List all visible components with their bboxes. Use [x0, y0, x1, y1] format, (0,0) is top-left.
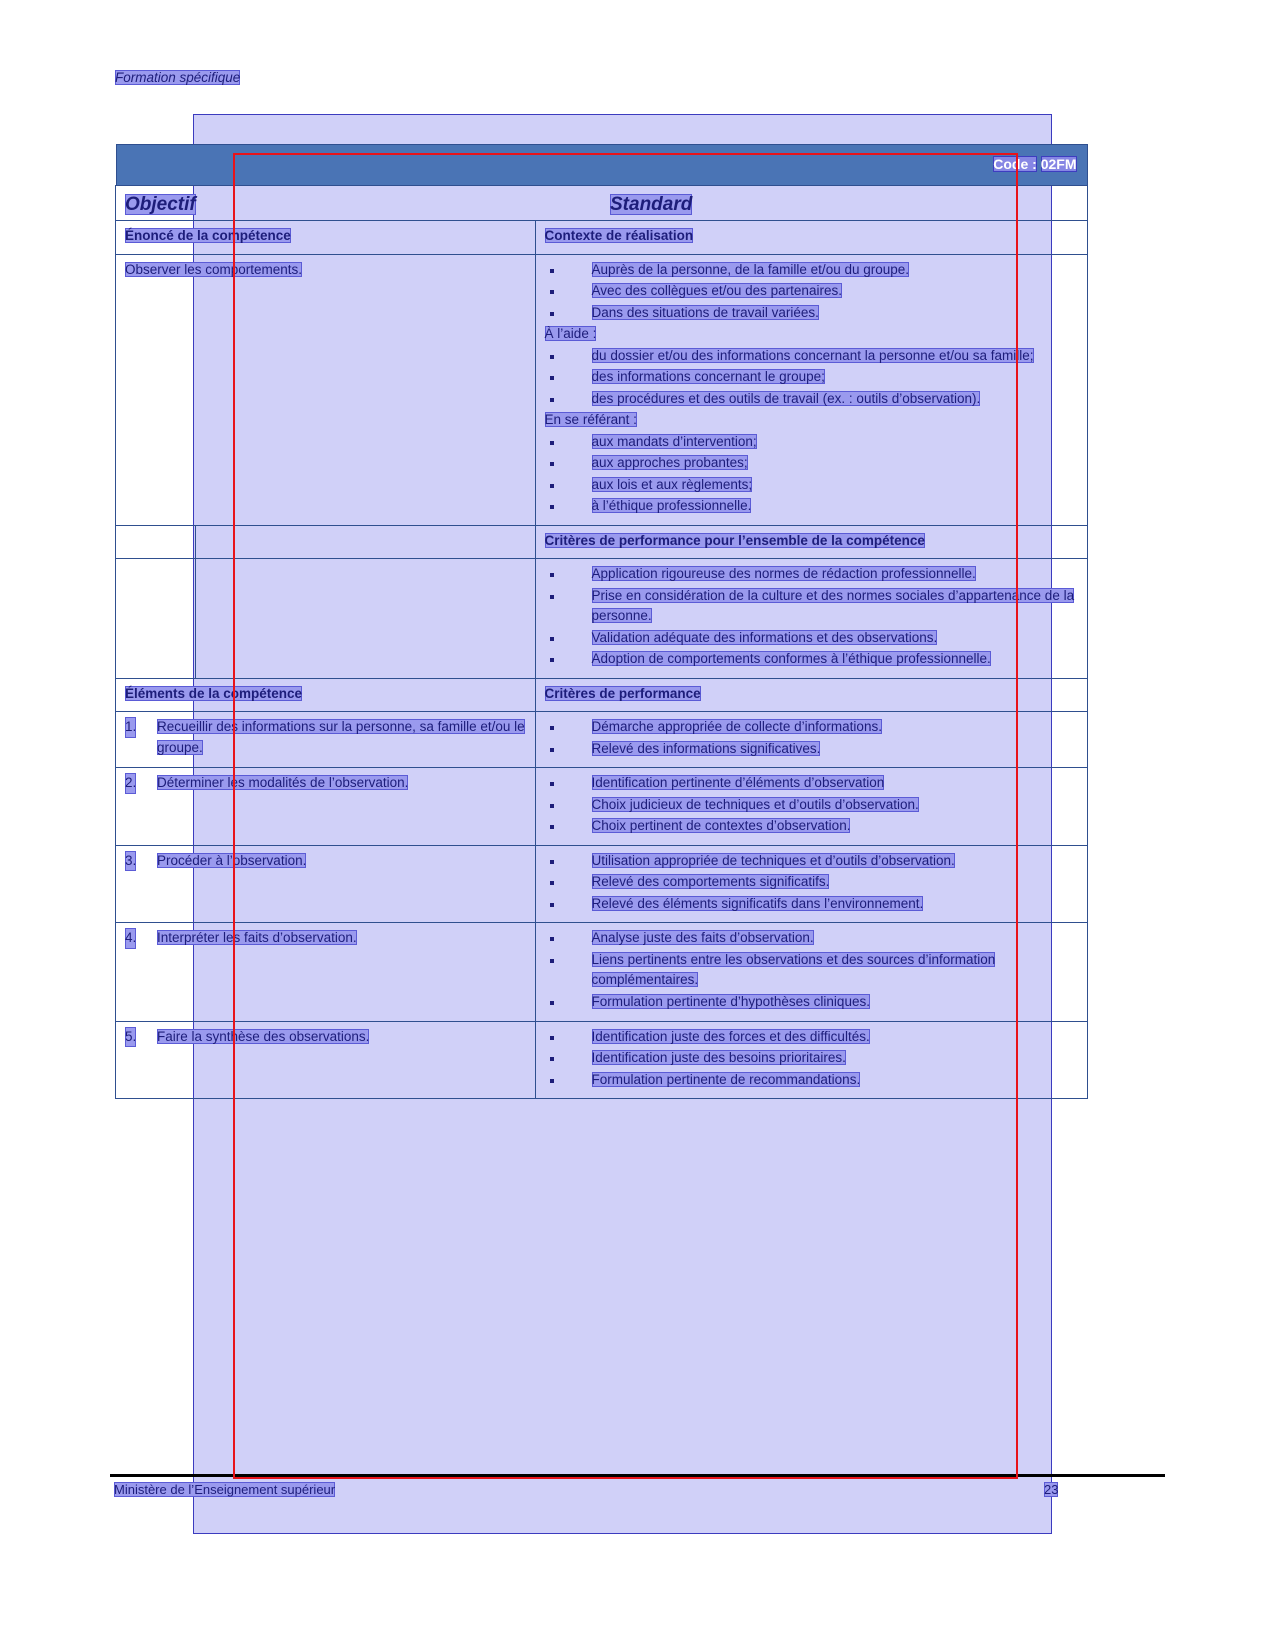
row-number: 1. — [125, 717, 136, 738]
code-bar — [116, 144, 1088, 185]
criteria-cell — [535, 923, 1087, 1021]
enonce-cell — [116, 254, 536, 525]
spacer-cell — [195, 525, 535, 559]
page-number-text: 23 — [1044, 1482, 1059, 1497]
list-item: Identification juste des forces et des difficultés. — [545, 1027, 1080, 1048]
code-display — [993, 154, 1076, 175]
enonce-heading-cell — [116, 221, 536, 255]
list-item: Formulation pertinente de recommandations. — [545, 1070, 1080, 1091]
headings-row — [116, 221, 1088, 255]
competency-table — [115, 144, 1088, 1099]
criteria-cell — [535, 845, 1087, 923]
criteria-list — [545, 717, 1080, 759]
list-item — [125, 717, 528, 758]
footer-page-number — [1044, 1482, 1058, 1497]
list-item: Formulation pertinente d’hypothèses cliniques. — [545, 992, 1080, 1013]
standard-title — [610, 191, 692, 220]
list-item: Liens pertinents entre les observations et des sources d’information complémentaires. — [545, 950, 1080, 991]
contexte-list — [545, 260, 1080, 324]
elements-headings-row — [116, 678, 1088, 712]
row-number: 2. — [125, 773, 136, 794]
criteria-list — [545, 1027, 1080, 1091]
criteres-ensemble-heading-cell — [535, 525, 1087, 559]
row-number: 5. — [125, 1027, 136, 1048]
list-item — [125, 1027, 528, 1048]
list-item: Adoption de comportements conformes à l’éthique professionnelle. — [545, 649, 1080, 670]
footer-divider — [110, 1474, 1165, 1477]
contexte-cell — [535, 254, 1087, 525]
list-item: Auprès de la personne, de la famille et/ou du groupe. — [545, 260, 1080, 281]
list-item: aux lois et aux règlements; — [545, 475, 1080, 496]
table-row — [116, 712, 1088, 768]
spacer-cell — [116, 525, 196, 559]
list-item: du dossier et/ou des informations concernant la personne et/ou sa famille; — [545, 346, 1080, 367]
referant-list — [545, 432, 1080, 517]
criteres-ensemble-heading-row — [116, 525, 1088, 559]
titles-row — [116, 186, 1088, 221]
criteres-ensemble-heading: Critères de performance pour l’ensemble de la compétence — [544, 532, 925, 548]
aide-label: À l’aide : — [544, 326, 597, 342]
table-row — [116, 768, 1088, 846]
objectif-title — [125, 191, 196, 220]
contexte-heading: Contexte de réalisation — [544, 228, 694, 243]
list-item: Relevé des comportements significatifs. — [545, 872, 1080, 893]
spacer-cell — [116, 559, 196, 679]
list-item: Identification juste des besoins prioritaires. — [545, 1048, 1080, 1069]
aide-list — [545, 346, 1080, 410]
criteres-heading: Critères de performance — [544, 685, 701, 701]
element-text: Déterminer les modalités de l’observation. — [157, 775, 409, 791]
list-item: aux mandats d’intervention; — [545, 432, 1080, 453]
list-item: Prise en considération de la culture et des normes sociales d’appartenance de la personne. — [545, 586, 1080, 627]
element-text: Interpréter les faits d’observation. — [157, 930, 357, 946]
header-note — [115, 70, 240, 85]
row-number: 3. — [125, 851, 136, 872]
code-bar-row — [116, 144, 1088, 186]
criteres-ensemble-cell — [535, 559, 1087, 679]
spacer-cell — [195, 559, 535, 679]
header-note-text: Formation spécifique — [115, 70, 241, 85]
criteres-ensemble-list — [545, 564, 1080, 670]
list-item — [125, 773, 528, 794]
element-cell — [116, 923, 536, 1021]
row-number: 4. — [125, 928, 136, 949]
elements-heading: Éléments de la compétence — [125, 685, 303, 701]
criteria-list — [545, 773, 1080, 837]
enonce-text: Observer les comportements. — [125, 261, 303, 277]
criteria-list — [545, 928, 1080, 1012]
element-cell — [116, 712, 536, 768]
enonce-heading: Énoncé de la compétence — [125, 228, 291, 243]
table-row — [116, 923, 1088, 1021]
list-item: Choix pertinent de contextes d’observation. — [545, 816, 1080, 837]
code-value: 02FM — [1040, 156, 1077, 172]
list-item: Identification pertinente d’éléments d’observation — [545, 773, 1080, 794]
criteres-ensemble-row — [116, 559, 1088, 679]
elements-heading-cell — [116, 678, 536, 712]
table-row — [116, 1021, 1088, 1099]
list-item — [125, 851, 528, 872]
standard-title-text: Standard — [610, 194, 693, 215]
criteria-cell — [535, 1021, 1087, 1099]
criteria-list — [545, 851, 1080, 915]
element-cell — [116, 845, 536, 923]
element-cell — [116, 768, 536, 846]
list-item: des procédures et des outils de travail (ex. : outils d’observation). — [545, 389, 1080, 410]
list-item: Validation adéquate des informations et des observations. — [545, 628, 1080, 649]
table-row — [116, 845, 1088, 923]
list-item: Relevé des informations significatives. — [545, 739, 1080, 760]
list-item: à l’éthique professionnelle. — [545, 496, 1080, 517]
list-item: Avec des collègues et/ou des partenaires. — [545, 281, 1080, 302]
list-item: aux approches probantes; — [545, 453, 1080, 474]
criteres-heading-cell — [535, 678, 1087, 712]
element-text: Faire la synthèse des observations. — [157, 1028, 370, 1044]
code-label: Code : — [993, 156, 1037, 172]
list-item: des informations concernant le groupe; — [545, 367, 1080, 388]
footer-left — [114, 1482, 335, 1497]
list-item: Choix judicieux de techniques et d’outils d’observation. — [545, 795, 1080, 816]
list-item: Application rigoureuse des normes de rédaction professionnelle. — [545, 564, 1080, 585]
element-text: Procéder à l’observation. — [157, 852, 307, 868]
criteria-cell — [535, 712, 1087, 768]
list-item: Dans des situations de travail variées. — [545, 303, 1080, 324]
objectif-title-text: Objectif — [125, 194, 196, 215]
contexte-heading-cell — [535, 221, 1087, 255]
list-item — [125, 928, 528, 949]
list-item: Démarche appropriée de collecte d’informations. — [545, 717, 1080, 738]
list-item: Utilisation appropriée de techniques et d’outils d’observation. — [545, 851, 1080, 872]
criteria-cell — [535, 768, 1087, 846]
list-item: Analyse juste des faits d’observation. — [545, 928, 1080, 949]
enonce-row — [116, 254, 1088, 525]
element-text: Recueillir des informations sur la personne, sa famille et/ou le groupe. — [157, 719, 525, 755]
referant-label: En se référant : — [544, 412, 637, 428]
list-item: Relevé des éléments significatifs dans l’environnement. — [545, 894, 1080, 915]
element-cell — [116, 1021, 536, 1099]
footer-ministry-text: Ministère de l’Enseignement supérieur — [114, 1482, 336, 1497]
